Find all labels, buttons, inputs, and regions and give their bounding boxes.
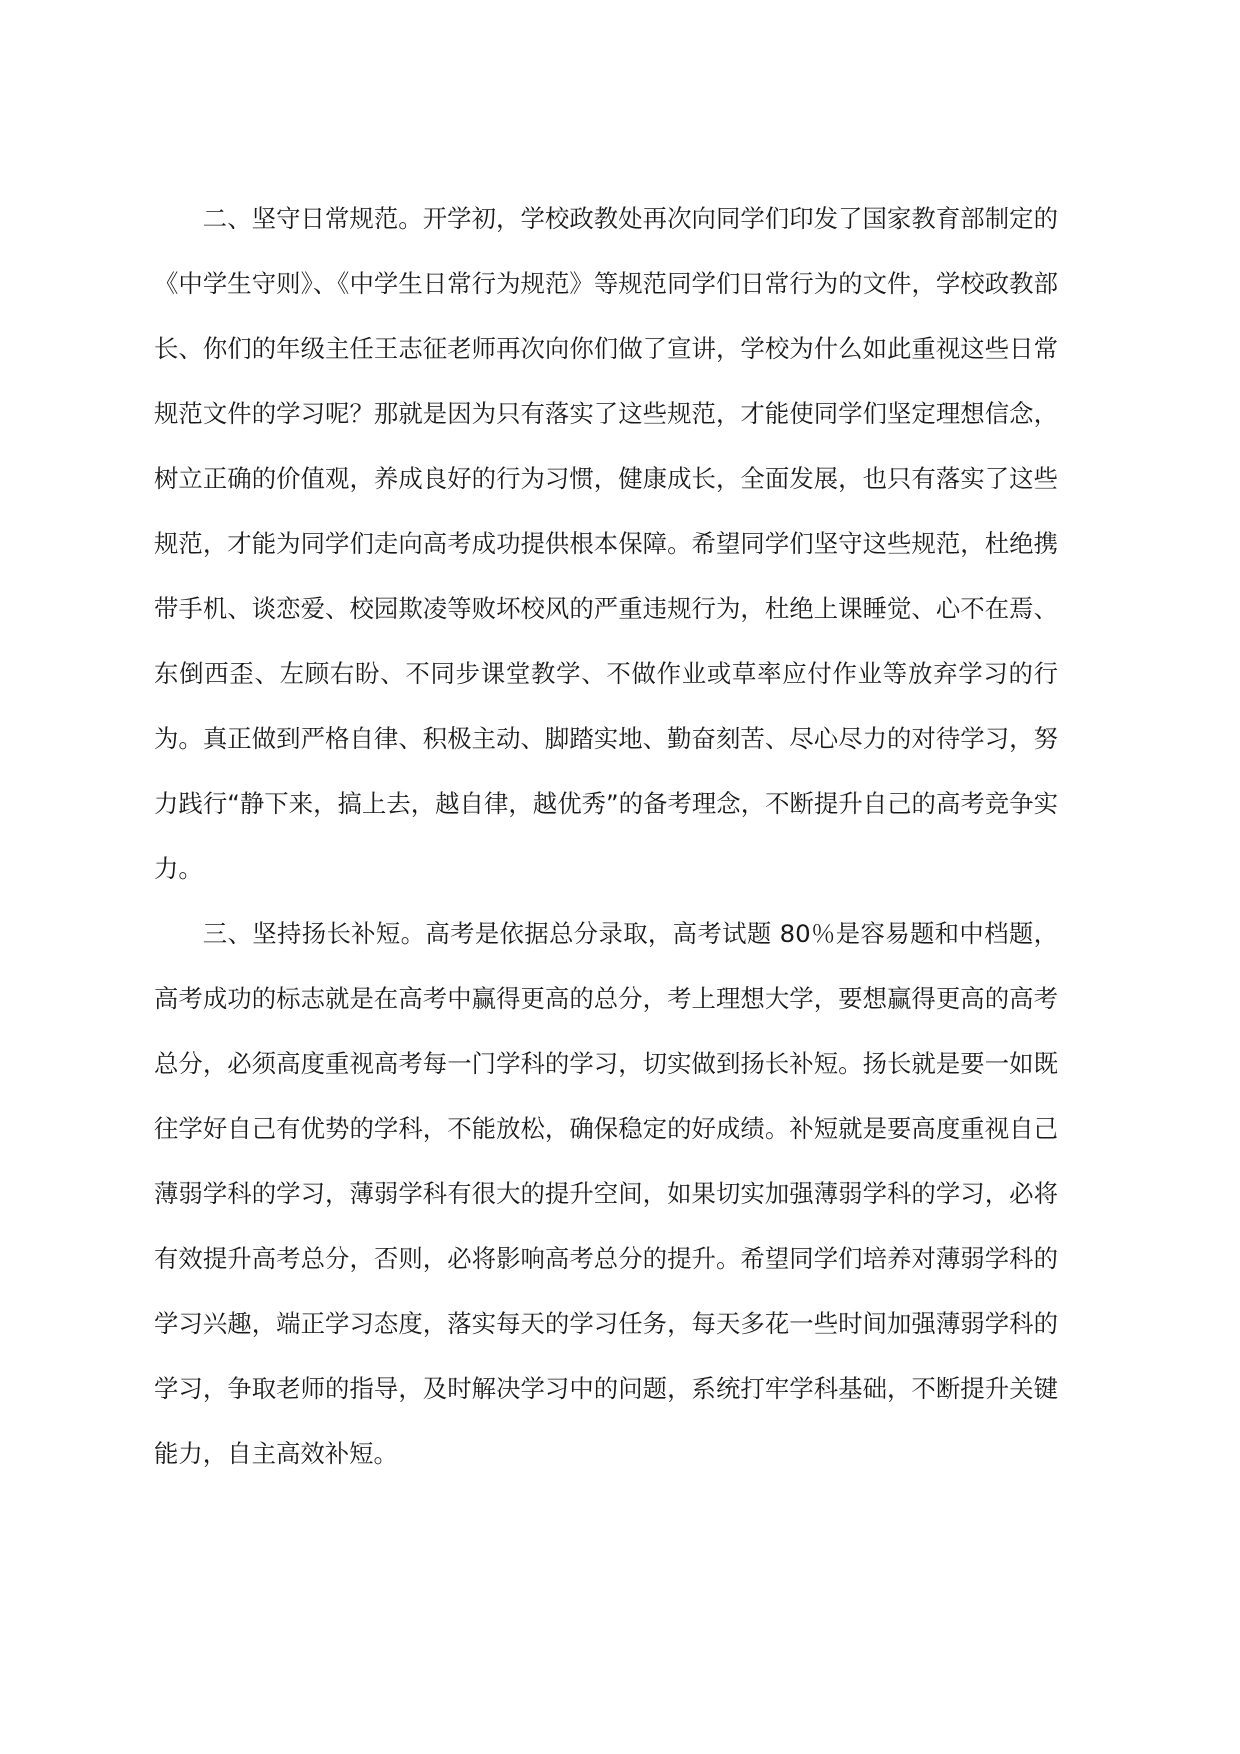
paragraph-daily-norms: 二、坚守日常规范。开学初，学校政教处再次向同学们印发了国家教育部制定的《中学生守则》、《中学生日常行为规范》等规范同学们日常行为的文件，学校政教部长、你们的年级主任王志征老师再次向你们做了宣讲，学校为什么如此重视这些日常规范文件的学习呢？那就是因为只有落实了这些规范，才能使同学们坚定理想信念，树立正确的价值观，养成良好的行为习惯，健康成长，全面发展，也只有落实了这些规范，才能为同学们走向高考成功提供根本保障。希望同学们坚守这些规范，杜绝携带手机、谈恋爱、校园欺凌等败坏校风的严重违规行为，杜绝上课睡觉、心不在焉、东倒西歪、左顾右盼、不同步课堂教学、不做作业或草率应付作业等放弃学习的行为。真正做到严格自律、积极主动、脚踏实地、勤奋刻苦、尽心尽力的对待学习，努力践行“静下来，搞上去，越自律，越优秀”的备考理念，不断提升自己的高考竞争实力。 <box>154 204 1058 883</box>
document-body <box>154 186 1058 1486</box>
paragraph-strengths-weaknesses: 三、坚持扬长补短。高考是依据总分录取，高考试题 80％是容易题和中档题，高考成功的标志就是在高考中赢得更高的总分，考上理想大学，要想赢得更高的高考总分，必须高度重视高考每一门学科的学习，切实做到扬长补短。扬长就是要一如既往学好自己有优势的学科，不能放松，确保稳定的好成绩。补短就是要高度重视自己薄弱学科的学习，薄弱学科有很大的提升空间，如果切实加强薄弱学科的学习，必将有效提升高考总分，否则，必将影响高考总分的提升。希望同学们培养对薄弱学科的学习兴趣，端正学习态度，落实每天的学习任务，每天多花一些时间加强薄弱学科的学习，争取老师的指导，及时解决学习中的问题，系统打牢学科基础，不断提升关键能力，自主高效补短。 <box>154 919 1058 1468</box>
